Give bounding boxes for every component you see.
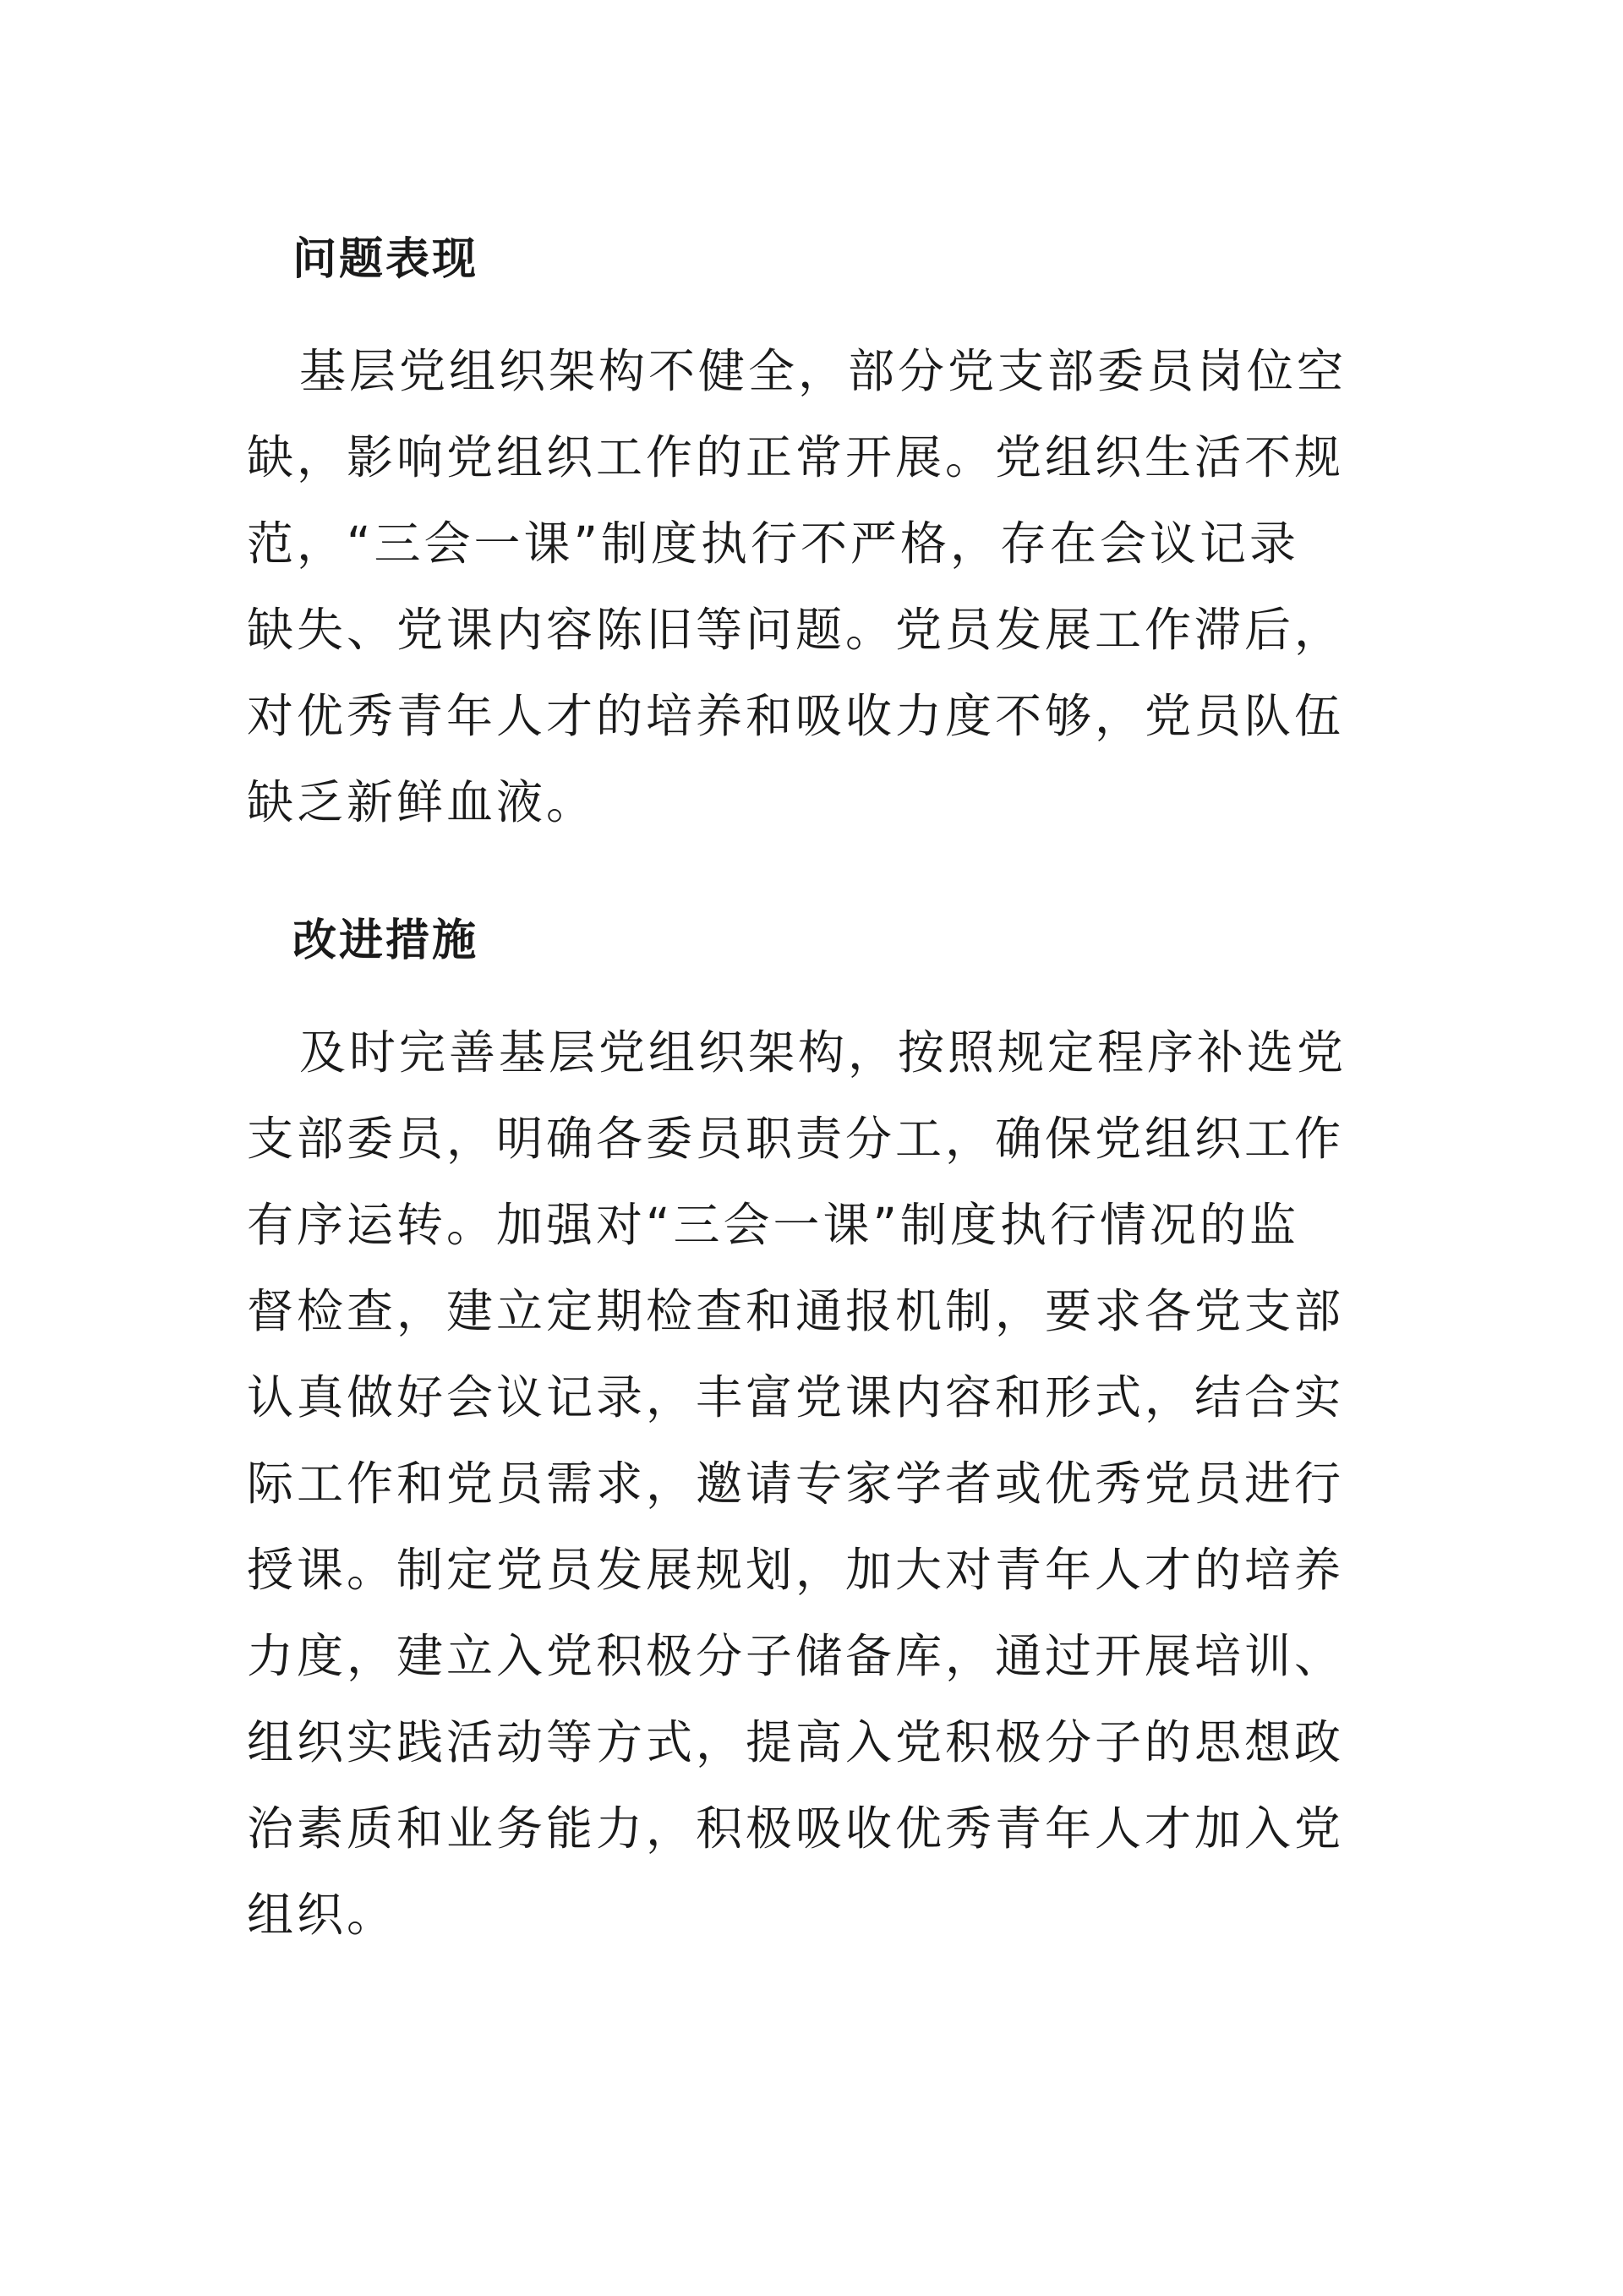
paragraph-line: 对优秀青年人才的培养和吸收力度不够，党员队伍 [247, 689, 1345, 743]
section-heading: 问题表现 [292, 234, 479, 285]
section-heading: 改进措施 [292, 916, 479, 966]
paragraph-line: 认真做好会议记录，丰富党课内容和形式，结合实 [247, 1370, 1345, 1424]
paragraph-line: 缺乏新鲜血液。 [247, 775, 597, 829]
paragraph-line: 授课。制定党员发展规划，加大对青年人才的培养 [247, 1543, 1345, 1597]
section-paragraph [247, 1009, 1346, 1958]
paragraph-line: 缺，影响党组织工作的正常开展。党组织生活不规 [247, 430, 1345, 484]
paragraph-line: 力度，建立入党积极分子储备库，通过开展培训、 [247, 1629, 1345, 1683]
paragraph-line: 缺失、党课内容陈旧等问题。党员发展工作滞后， [247, 603, 1345, 657]
paragraph-line: 范，“三会一课”制度执行不严格，存在会议记录 [247, 517, 1299, 571]
paragraph-line: 际工作和党员需求，邀请专家学者或优秀党员进行 [247, 1457, 1345, 1511]
section-paragraph [247, 328, 1346, 845]
paragraph-line: 治素质和业务能力，积极吸收优秀青年人才加入党 [247, 1801, 1345, 1856]
paragraph-line: 督检查，建立定期检查和通报机制，要求各党支部 [247, 1284, 1345, 1338]
paragraph-line: 有序运转。加强对“三会一课”制度执行情况的监 [247, 1198, 1299, 1252]
section-measures [247, 903, 1346, 1958]
section-problem [247, 221, 1346, 845]
paragraph-line: 组织实践活动等方式，提高入党积极分子的思想政 [247, 1715, 1345, 1769]
paragraph-line: 组织。 [247, 1888, 397, 1942]
paragraph-line: 基层党组织架构不健全，部分党支部委员岗位空 [299, 344, 1347, 398]
paragraph-line: 及时完善基层党组织架构，按照规定程序补选党 [299, 1025, 1347, 1080]
paragraph-line: 支部委员，明确各委员职责分工，确保党组织工作 [247, 1112, 1345, 1166]
